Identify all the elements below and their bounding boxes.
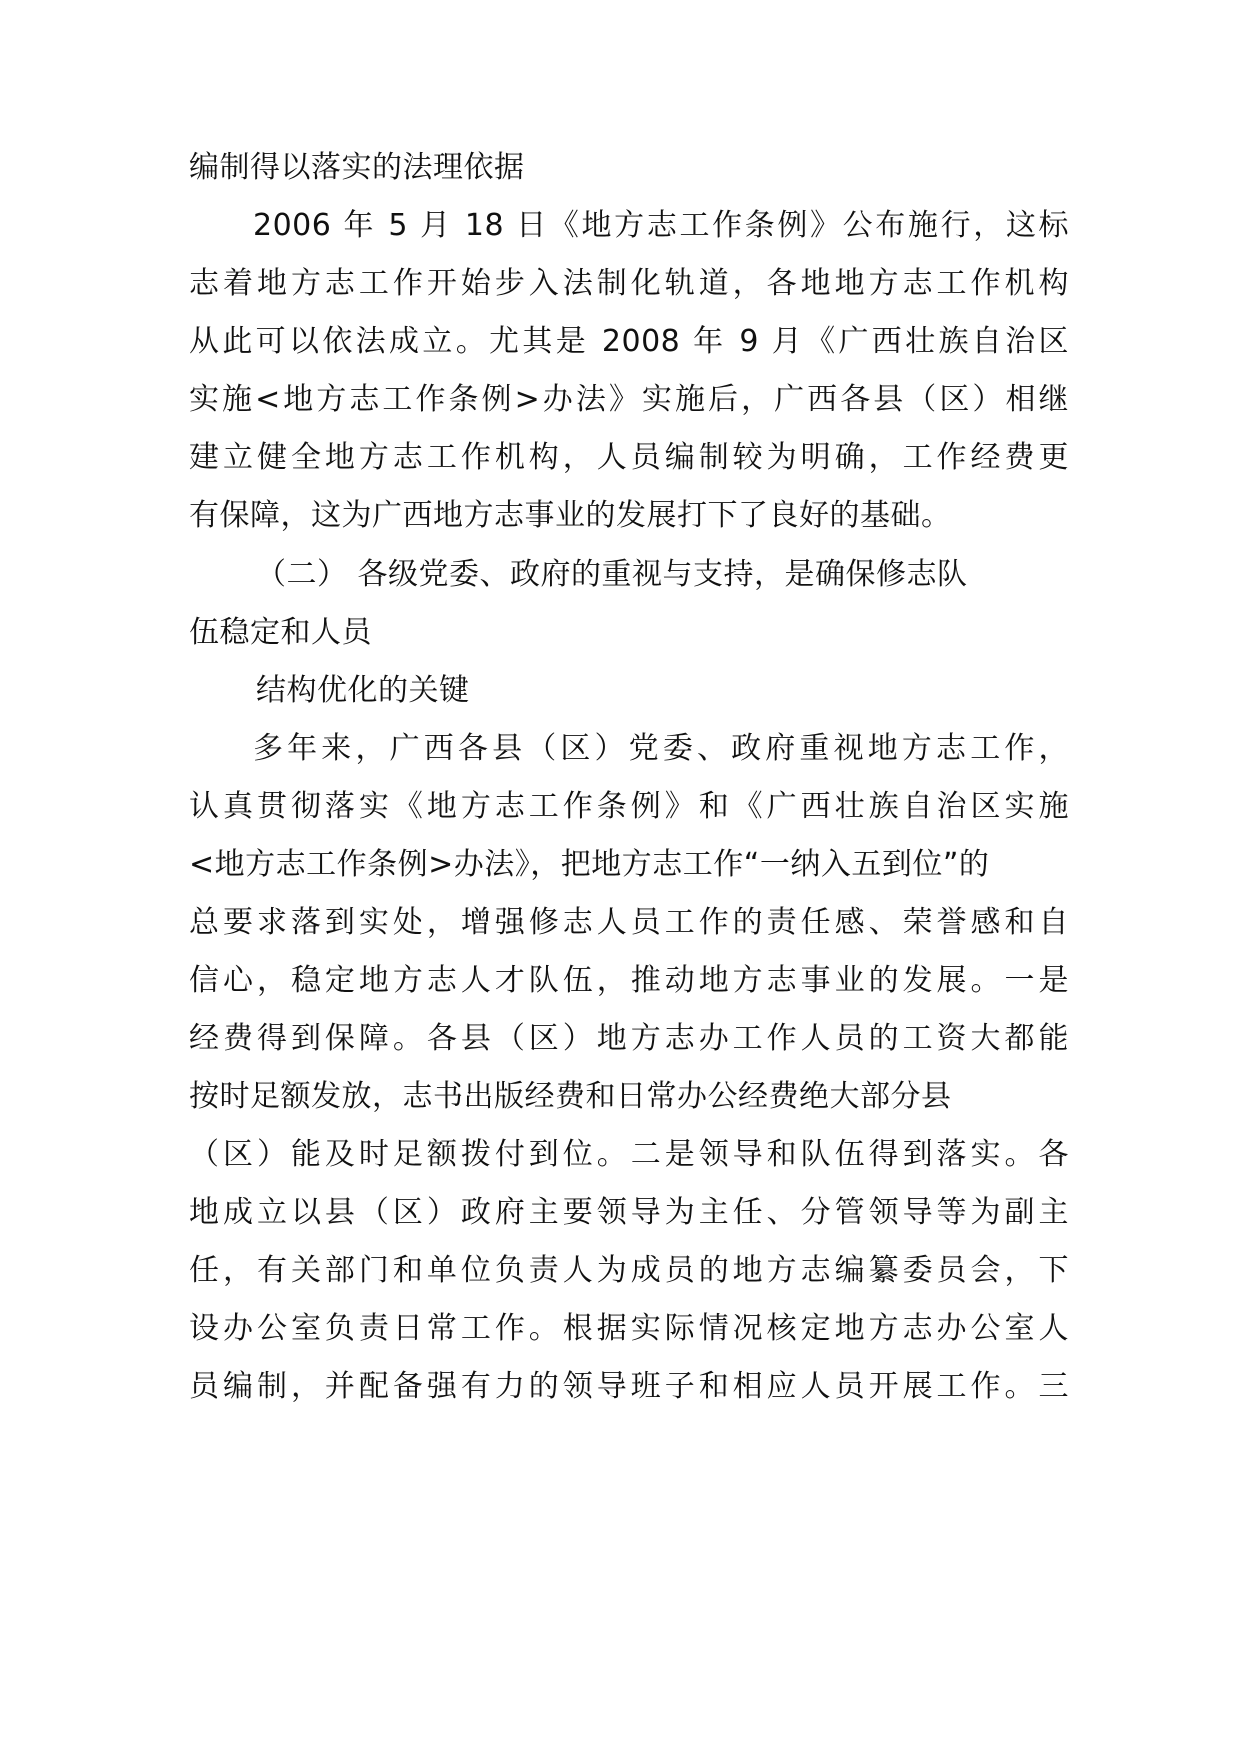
paragraph-line: 经费得到保障。各县（区）地方志办工作人员的工资大都能 bbox=[189, 1021, 1069, 1056]
paragraph-line: 有保障，这为广西地方志事业的发展打下了良好的基础。 bbox=[189, 498, 952, 533]
paragraph-line: <地方志工作条例>办法》，把地方志工作“一纳入五到位”的 bbox=[189, 847, 990, 882]
paragraph-line: 认真贯彻落实《地方志工作条例》和《广西壮族自治区实施 bbox=[189, 789, 1069, 824]
paragraph-line: 设办公室负责日常工作。根据实际情况核定地方志办公室人 bbox=[189, 1311, 1069, 1346]
paragraph-line: 信心，稳定地方志人才队伍，推动地方志事业的发展。一是 bbox=[189, 963, 1069, 998]
paragraph-line: 实施<地方志工作条例>办法》实施后，广西各县（区）相继 bbox=[189, 382, 1069, 417]
text-line: 编制得以落实的法理依据 bbox=[189, 150, 525, 185]
paragraph-line: 建立健全地方志工作机构，人员编制较为明确，工作经费更 bbox=[189, 440, 1069, 475]
paragraph-line: 从此可以依法成立。尤其是 2008 年 9 月《广西壮族自治区 bbox=[189, 324, 1069, 359]
paragraph-line: 2006 年 5 月 18 日《地方志工作条例》公布施行，这标 bbox=[253, 208, 1069, 243]
paragraph-line: 多年来，广西各县（区）党委、政府重视地方志工作， bbox=[253, 731, 1069, 766]
paragraph-line: 总要求落到实处，增强修志人员工作的责任感、荣誉感和自 bbox=[189, 905, 1069, 940]
paragraph-line: 任，有关部门和单位负责人为成员的地方志编纂委员会，下 bbox=[189, 1253, 1069, 1288]
paragraph-line: 地成立以县（区）政府主要领导为主任、分管领导等为副主 bbox=[189, 1195, 1069, 1230]
section-heading: （二） 各级党委、政府的重视与支持，是确保修志队 bbox=[256, 557, 968, 592]
section-heading: 结构优化的关键 bbox=[256, 673, 470, 708]
paragraph-line: 按时足额发放，志书出版经费和日常办公经费绝大部分县 bbox=[189, 1079, 952, 1114]
section-heading: 伍稳定和人员 bbox=[189, 615, 372, 650]
paragraph-line: （区）能及时足额拨付到位。二是领导和队伍得到落实。各 bbox=[189, 1137, 1069, 1172]
paragraph-line: 员编制，并配备强有力的领导班子和相应人员开展工作。三 bbox=[189, 1369, 1069, 1404]
paragraph-line: 志着地方志工作开始步入法制化轨道，各地地方志工作机构 bbox=[189, 266, 1069, 301]
